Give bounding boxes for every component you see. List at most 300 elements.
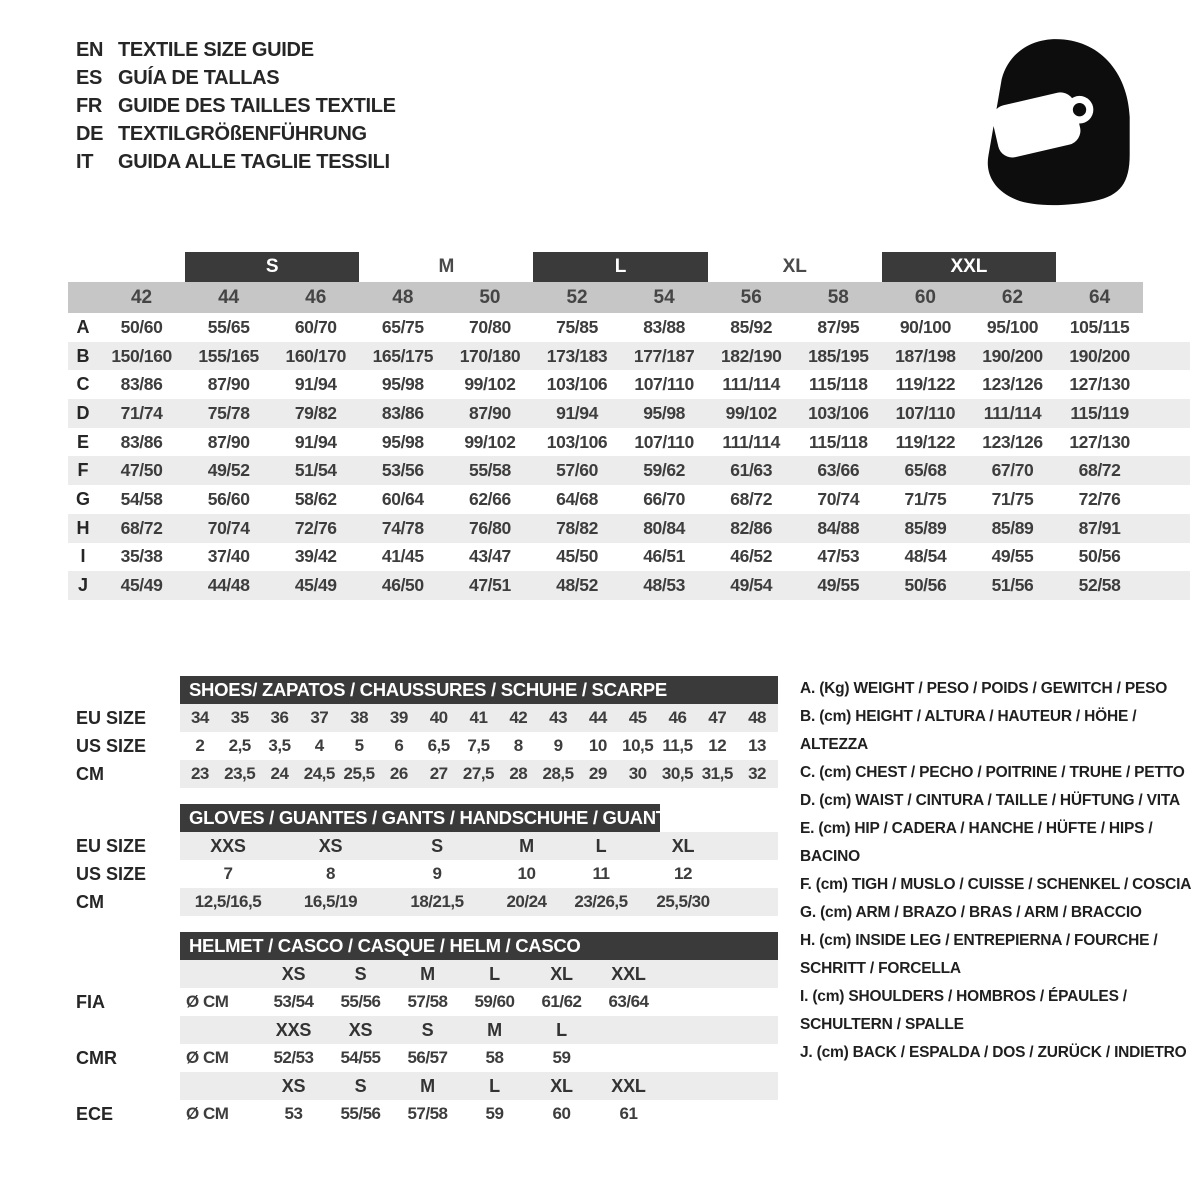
language-code: ES <box>76 66 103 89</box>
value-cell: XS <box>318 835 343 856</box>
row-label: E <box>76 431 89 452</box>
scale-label: EU SIZE <box>76 707 147 728</box>
legend-item-g: G. (cm) ARM / BRAZO / BRAS / ARM / BRACCIO <box>800 904 1142 921</box>
size-group-m: M <box>438 256 455 277</box>
measure-row-b <box>68 342 1190 371</box>
helmet-sizes-row <box>68 960 780 988</box>
language-code: IT <box>76 150 94 173</box>
value-cell: 11,5 <box>662 736 693 755</box>
value-cell: 26 <box>389 764 408 783</box>
value-cell: 35/38 <box>120 546 163 567</box>
legend-item-f: F. (cm) TIGH / MUSLO / CUISSE / SCHENKEL / COSCIA <box>800 876 1192 893</box>
value-cell: 52/58 <box>1078 575 1121 596</box>
value-cell: 70/74 <box>817 488 860 509</box>
helmet-title-bar: HELMET / CASCO / CASQUE / HELM / CASCO <box>180 932 778 960</box>
helmet-icon-svg <box>980 36 1134 208</box>
row-label: J <box>77 575 88 596</box>
value-cell: 48/52 <box>556 575 598 596</box>
standard-label: FIA <box>76 991 105 1012</box>
value-cell: 65/75 <box>381 316 424 337</box>
value-cell: 59/62 <box>643 460 685 481</box>
size-group-xxl: XXL <box>882 252 1056 282</box>
value-cell: 51/54 <box>294 460 337 481</box>
value-cell: 105/115 <box>1069 316 1130 337</box>
value-cell: 123/126 <box>982 431 1043 452</box>
value-cell: 54/55 <box>340 1048 381 1067</box>
shoes-rows <box>68 704 780 788</box>
scale-label: US SIZE <box>76 863 147 884</box>
row-label: C <box>76 374 90 395</box>
value-cell: 48 <box>748 708 767 727</box>
helmet-values <box>180 988 778 1016</box>
language-code: EN <box>76 38 104 61</box>
value-cell: 7,5 <box>467 736 490 755</box>
helmet-values-row <box>68 1044 780 1072</box>
value-cell: 47/50 <box>120 460 163 481</box>
size-cell: S <box>354 1075 367 1096</box>
value-cell: 41/45 <box>381 546 424 567</box>
helmet-title-row <box>68 932 780 960</box>
value-cell: 38 <box>350 708 369 727</box>
diameter-label: Ø CM <box>186 1048 229 1067</box>
value-cell: 58 <box>485 1048 504 1067</box>
value-cell: 68/72 <box>120 517 163 538</box>
value-cell: 79/82 <box>294 402 337 423</box>
value-cell: 83/88 <box>643 316 685 337</box>
value-cell: 67/70 <box>991 460 1034 481</box>
value-cell: 115/118 <box>809 374 868 395</box>
value-cell: 75/78 <box>207 402 250 423</box>
measure-row-d <box>68 399 1190 428</box>
value-cell: 87/91 <box>1078 517 1121 538</box>
language-title: GUIDA ALLE TAGLIE TESSILI <box>118 150 390 173</box>
value-cell: 155/165 <box>198 345 259 366</box>
value-cell: 91/94 <box>556 402 598 423</box>
value-cell: 60/70 <box>294 316 337 337</box>
helmet-sizes-row <box>68 1016 780 1044</box>
size-column-50: 50 <box>479 286 501 308</box>
value-cell: 66/70 <box>643 488 685 509</box>
value-cell: 103/106 <box>546 431 608 452</box>
size-group-l: L <box>533 252 707 282</box>
value-cell: 30 <box>628 764 647 783</box>
value-cell: 16,5/19 <box>303 892 358 911</box>
value-cell: 39/42 <box>294 546 337 567</box>
row-label: A <box>76 316 90 337</box>
language-row <box>76 120 396 148</box>
value-cell: 12 <box>674 864 692 883</box>
value-cell: 46/52 <box>730 546 773 567</box>
helmet-values-row <box>68 988 780 1016</box>
value-cell: 50/60 <box>120 316 163 337</box>
size-cell: XXS <box>275 1019 312 1040</box>
value-cell: 87/95 <box>817 316 860 337</box>
value-cell: 83/86 <box>381 402 424 423</box>
gloves-size-table <box>68 804 780 916</box>
value-cell: 45/49 <box>120 575 163 596</box>
value-cell: 90/100 <box>899 316 951 337</box>
value-cell: 87/90 <box>207 374 250 395</box>
value-cell: 95/100 <box>986 316 1039 337</box>
size-cell: XL <box>550 963 573 984</box>
value-cell: 53/54 <box>273 992 314 1011</box>
spacer <box>68 1016 180 1044</box>
size-number-band <box>68 282 1143 313</box>
value-cell: 74/78 <box>381 517 424 538</box>
value-cell: 34 <box>190 708 209 727</box>
value-cell: 85/89 <box>991 517 1034 538</box>
value-cell: 68/72 <box>1078 460 1121 481</box>
value-cell: 182/190 <box>720 345 782 366</box>
section-values <box>180 704 778 732</box>
value-cell: 87/90 <box>469 402 511 423</box>
value-cell: 63/66 <box>817 460 860 481</box>
legend-item-b: B. (cm) HEIGHT / ALTURA / HAUTEUR / HÖHE / ALTEZZA <box>800 708 1137 753</box>
value-cell: L <box>595 835 607 856</box>
value-cell: 60/64 <box>381 488 424 509</box>
value-cell: 40 <box>429 708 448 727</box>
gloves-row <box>68 888 780 916</box>
value-cell: 35 <box>230 708 249 727</box>
size-cell: L <box>489 1075 500 1096</box>
textile-size-table <box>68 252 1190 600</box>
value-cell: 32 <box>748 764 767 783</box>
size-cell: XS <box>281 1075 306 1096</box>
size-cell: S <box>421 1019 434 1040</box>
value-cell: 39 <box>389 708 408 727</box>
value-cell: 50/56 <box>1078 546 1121 567</box>
row-label: F <box>77 460 89 481</box>
size-group-s: S <box>185 252 359 282</box>
scale-label: CM <box>76 763 104 784</box>
value-cell: 111/114 <box>983 402 1042 423</box>
value-cell: 46/50 <box>381 575 424 596</box>
legend-item-a: A. (Kg) WEIGHT / PESO / POIDS / GEWITCH / PESO <box>800 680 1168 697</box>
value-cell: 55/56 <box>340 1104 381 1123</box>
value-cell: 61 <box>619 1104 638 1123</box>
helmet-values-row <box>68 1100 780 1128</box>
value-cell: 49/55 <box>817 575 860 596</box>
size-column-60: 60 <box>914 286 936 308</box>
size-cell: L <box>556 1019 567 1040</box>
value-cell: 57/58 <box>407 992 448 1011</box>
measure-row-e <box>68 428 1190 457</box>
shoes-title-bar: SHOES/ ZAPATOS / CHAUSSURES / SCHUHE / SCARPE <box>180 676 778 704</box>
value-cell: 59 <box>552 1048 571 1067</box>
value-cell: XL <box>671 835 695 856</box>
value-cell: 76/80 <box>469 517 511 538</box>
measure-row-i <box>68 543 1190 572</box>
size-cell: M <box>487 1019 502 1040</box>
helmet-icon <box>980 36 1134 212</box>
value-cell: 63/64 <box>608 992 649 1011</box>
value-cell: 71/75 <box>991 488 1034 509</box>
value-cell: 127/130 <box>1069 431 1130 452</box>
value-cell: 115/118 <box>809 431 868 452</box>
value-cell: 44 <box>588 708 607 727</box>
value-cell: 25,5/30 <box>656 892 710 911</box>
gloves-title-bar: GLOVES / GUANTES / GANTS / HANDSCHUHE / GUANTI <box>180 804 660 832</box>
value-cell: 91/94 <box>294 431 337 452</box>
helmet-sizes-row <box>68 1072 780 1100</box>
helmet-values <box>180 1044 778 1072</box>
legend-item-j: J. (cm) BACK / ESPALDA / DOS / ZURÜCK / INDIETRO <box>800 1044 1187 1061</box>
value-cell: 64/68 <box>556 488 598 509</box>
value-cell: 68/72 <box>730 488 773 509</box>
value-cell: 83/86 <box>120 431 163 452</box>
size-group-xl: XL <box>782 256 807 277</box>
value-cell: 60 <box>552 1104 571 1123</box>
value-cell: 41 <box>469 708 488 727</box>
value-cell: 99/102 <box>464 431 516 452</box>
value-cell: 10 <box>517 864 536 883</box>
measure-row-g <box>68 485 1190 514</box>
language-title: GUÍA DE TALLAS <box>118 66 280 89</box>
value-cell: 3,5 <box>268 736 291 755</box>
value-cell: 58/62 <box>294 488 337 509</box>
value-cell: 127/130 <box>1069 374 1130 395</box>
value-cell: 103/106 <box>546 374 608 395</box>
value-cell: 9 <box>553 736 563 755</box>
measurement-rows <box>68 313 1190 600</box>
size-cell: XS <box>281 963 306 984</box>
value-cell: 47 <box>708 708 727 727</box>
standard-label: ECE <box>76 1103 114 1124</box>
shoes-row <box>68 732 780 760</box>
language-code: FR <box>76 94 103 117</box>
value-cell: 70/80 <box>469 316 511 337</box>
value-cell: 65/68 <box>904 460 947 481</box>
value-cell: 75/85 <box>556 316 598 337</box>
measurement-legend <box>800 675 1200 1067</box>
value-cell: 70/74 <box>207 517 250 538</box>
language-row <box>76 36 396 64</box>
size-column-62: 62 <box>1001 286 1024 308</box>
value-cell: 23 <box>190 764 209 783</box>
value-cell: 2 <box>195 736 205 755</box>
value-cell: 47/51 <box>469 575 511 596</box>
value-cell: 91/94 <box>294 374 337 395</box>
spacer <box>68 804 180 832</box>
row-label: I <box>80 546 86 567</box>
shoes-title-row <box>68 676 780 704</box>
size-column-52: 52 <box>566 286 588 308</box>
size-group-header-row <box>68 252 1190 282</box>
value-cell: 170/180 <box>459 345 521 366</box>
shoes-row <box>68 704 780 732</box>
value-cell: 55/58 <box>469 460 511 481</box>
value-cell: 78/82 <box>556 517 598 538</box>
value-cell: 80/84 <box>643 517 685 538</box>
value-cell: 185/195 <box>808 345 869 366</box>
row-label: D <box>76 402 90 423</box>
value-cell: 190/200 <box>1069 345 1130 366</box>
section-values <box>180 888 778 916</box>
value-cell: 48/54 <box>904 546 947 567</box>
value-cell: 82/86 <box>730 517 773 538</box>
value-cell: 61/62 <box>541 992 582 1011</box>
value-cell: 12 <box>708 736 727 755</box>
value-cell: 24 <box>270 764 289 783</box>
value-cell: 72/76 <box>294 517 337 538</box>
size-column-48: 48 <box>392 286 414 308</box>
value-cell: 20/24 <box>506 892 547 911</box>
gloves-title-row <box>68 804 780 832</box>
language-row <box>76 64 396 92</box>
spacer <box>180 1016 260 1044</box>
value-cell: 190/200 <box>982 345 1043 366</box>
value-cell: 12,5/16,5 <box>194 892 262 911</box>
section-values <box>180 732 778 760</box>
size-column-44: 44 <box>218 286 240 308</box>
measure-row-a <box>68 313 1190 342</box>
value-cell: 43/47 <box>469 546 511 567</box>
value-cell: 42 <box>509 708 528 727</box>
value-cell: XXS <box>210 835 246 856</box>
language-title-list <box>76 36 396 176</box>
scale-label: US SIZE <box>76 735 147 756</box>
helmet-sizes <box>180 1072 778 1100</box>
gloves-rows <box>68 832 780 916</box>
value-cell: 27 <box>429 764 448 783</box>
value-cell: 45 <box>628 708 647 727</box>
value-cell: 50/56 <box>904 575 947 596</box>
value-cell: 37/40 <box>207 546 250 567</box>
value-cell: 107/110 <box>634 374 694 395</box>
legend-item-e: E. (cm) HIP / CADERA / HANCHE / HÜFTE / HIPS / BACINO <box>800 820 1153 865</box>
value-cell: 173/183 <box>546 345 608 366</box>
value-cell: 48/53 <box>643 575 685 596</box>
section-values <box>180 760 778 788</box>
value-cell: 45/49 <box>294 575 337 596</box>
size-cell: S <box>354 963 367 984</box>
language-title: TEXTILE SIZE GUIDE <box>118 38 314 61</box>
value-cell: 11 <box>592 864 610 883</box>
spacer <box>180 960 260 988</box>
value-cell: 18/21,5 <box>410 892 464 911</box>
measure-row-h <box>68 514 1190 543</box>
value-cell: 83/86 <box>120 374 163 395</box>
helmet-sizes <box>180 960 778 988</box>
value-cell: 119/122 <box>895 431 956 452</box>
size-column-64: 64 <box>1089 286 1111 308</box>
value-cell: 53 <box>284 1104 303 1123</box>
value-cell: 6,5 <box>427 736 450 755</box>
value-cell: 95/98 <box>381 374 424 395</box>
helmet-size-table <box>68 932 780 1128</box>
language-title: GUIDE DES TAILLES TEXTILE <box>118 94 396 117</box>
value-cell: 44/48 <box>207 575 250 596</box>
value-cell: 87/90 <box>207 431 250 452</box>
value-cell: 7 <box>223 864 233 883</box>
value-cell: 9 <box>432 864 442 883</box>
scale-label: CM <box>76 891 104 912</box>
value-cell: 85/92 <box>730 316 773 337</box>
gloves-row <box>68 860 780 888</box>
size-cell: M <box>420 963 435 984</box>
value-cell: 71/75 <box>904 488 947 509</box>
row-label: B <box>76 345 90 366</box>
value-cell: 107/110 <box>634 431 694 452</box>
legend-item-c: C. (cm) CHEST / PECHO / POITRINE / TRUHE / PETTO <box>800 764 1185 781</box>
value-cell: 54/58 <box>120 488 163 509</box>
value-cell: 187/198 <box>895 345 956 366</box>
value-cell: 10,5 <box>622 736 654 755</box>
value-cell: 165/175 <box>372 345 434 366</box>
value-cell: 25,5 <box>343 764 375 783</box>
value-cell: 49/55 <box>991 546 1034 567</box>
value-cell: 115/119 <box>1070 402 1129 423</box>
value-cell: 111/114 <box>722 431 780 452</box>
value-cell: 47/53 <box>817 546 860 567</box>
scale-label: EU SIZE <box>76 835 147 856</box>
helmet-sizes <box>180 1016 778 1044</box>
size-column-56: 56 <box>740 286 762 308</box>
legend-item-h: H. (cm) INSIDE LEG / ENTREPIERNA / FOURCHE / SCHRITT / FORCELLA <box>800 932 1158 977</box>
spacer <box>68 1072 180 1100</box>
value-cell: 57/58 <box>407 1104 448 1123</box>
value-cell: 55/56 <box>340 992 381 1011</box>
legend-item-d: D. (cm) WAIST / CINTURA / TAILLE / HÜFTUNG / VITA <box>800 792 1180 809</box>
value-cell: 46 <box>668 708 687 727</box>
value-cell: 84/88 <box>817 517 860 538</box>
helmet-rows <box>68 960 780 1128</box>
spacer <box>180 1072 260 1100</box>
value-cell: 103/106 <box>808 402 869 423</box>
value-cell: 85/89 <box>904 517 947 538</box>
section-values <box>180 860 778 888</box>
value-cell: 6 <box>394 736 404 755</box>
value-cell: 56/60 <box>207 488 250 509</box>
gloves-row <box>68 832 780 860</box>
value-cell: 4 <box>314 736 324 755</box>
size-cell: XL <box>550 1075 573 1096</box>
value-cell: 8 <box>513 736 523 755</box>
value-cell: 160/170 <box>285 345 346 366</box>
value-cell: 10 <box>588 736 607 755</box>
value-cell: 37 <box>310 708 329 727</box>
value-cell: 95/98 <box>381 431 424 452</box>
value-cell: 72/76 <box>1078 488 1121 509</box>
shoes-size-table <box>68 676 780 788</box>
row-label: G <box>75 488 90 509</box>
measure-row-j <box>68 571 1190 600</box>
spacer <box>68 960 180 988</box>
value-cell: 46/51 <box>643 546 685 567</box>
value-cell: 56/57 <box>407 1048 448 1067</box>
value-cell: 49/54 <box>730 575 773 596</box>
size-column-54: 54 <box>653 286 675 308</box>
value-cell: 28,5 <box>542 764 574 783</box>
value-cell: 24,5 <box>303 764 335 783</box>
value-cell: 59 <box>485 1104 504 1123</box>
language-row <box>76 148 396 176</box>
measure-row-c <box>68 370 1190 399</box>
section-values <box>180 832 778 860</box>
value-cell: 45/50 <box>556 546 598 567</box>
language-title: TEXTILGRÖßENFÜHRUNG <box>118 122 367 145</box>
value-cell: 53/56 <box>381 460 424 481</box>
size-column-46: 46 <box>305 286 327 308</box>
value-cell: 95/98 <box>643 402 685 423</box>
standard-label: CMR <box>76 1047 117 1068</box>
band-spacer <box>68 282 98 313</box>
value-cell: 99/102 <box>725 402 777 423</box>
value-cell: 28 <box>509 764 528 783</box>
value-cell: S <box>431 835 443 856</box>
value-cell: 29 <box>588 764 607 783</box>
value-cell: 2,5 <box>228 736 251 755</box>
